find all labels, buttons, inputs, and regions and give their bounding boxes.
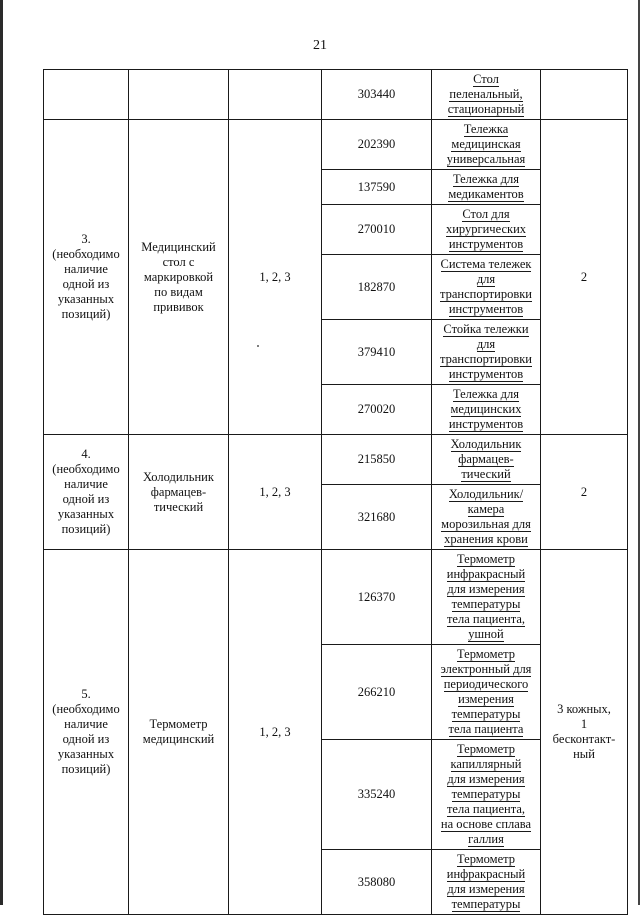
nomenclature-code-cell: 379410 <box>322 320 432 385</box>
nomenclature-name-cell <box>432 320 541 385</box>
quantity-cell <box>541 435 628 550</box>
item-name-line: Медицинский <box>141 239 216 254</box>
nomenclature-code-cell: 321680 <box>322 485 432 550</box>
nomenclature-name-line: камера <box>467 502 505 516</box>
item-number-line: указанных <box>57 747 115 761</box>
nomenclature-name-line: инструментов <box>448 302 524 316</box>
item-number-line: (необходимо <box>52 462 120 476</box>
nomenclature-name-cell <box>432 70 541 120</box>
nomenclature-name-line: для измерения <box>447 582 525 596</box>
quantity-line: 2 <box>580 484 588 499</box>
nomenclature-name-line: стационарный <box>447 102 525 116</box>
item-number-line: наличие <box>64 717 108 731</box>
nomenclature-name <box>440 647 532 737</box>
item-number-line: указанных <box>57 292 115 306</box>
nomenclature-name-line: температуры <box>451 707 521 721</box>
item-number-cell <box>44 70 129 120</box>
nomenclature-name-line: медицинских <box>450 402 522 416</box>
nomenclature-code-cell: 303440 <box>322 70 432 120</box>
item-number-line: одной из <box>62 277 110 291</box>
nomenclature-name-line: медикаментов <box>448 187 524 201</box>
nomenclature-name <box>440 172 532 202</box>
nomenclature-name <box>440 122 532 167</box>
quantity-cell <box>541 120 628 435</box>
nomenclature-name-line: хранения крови <box>444 532 528 546</box>
nomenclature-name-line: Термометр <box>456 552 515 566</box>
nomenclature-name-line: Тележка для <box>452 387 520 401</box>
item-number-line: 5. <box>81 687 91 701</box>
nomenclature-name-line: Стол для <box>462 207 510 221</box>
nomenclature-name-line: Тележка для <box>452 172 520 186</box>
nomenclature-name-line: для измерения <box>447 772 525 786</box>
item-name-line: тический <box>153 499 204 514</box>
item-number-line: одной из <box>62 732 110 746</box>
item-name-line: стол с <box>162 254 195 269</box>
item-name-line: Холодильник <box>143 469 214 484</box>
item-number-line: наличие <box>64 262 108 276</box>
table-row <box>44 550 628 645</box>
quantity-cell <box>541 70 628 120</box>
nomenclature-name <box>440 72 532 117</box>
item-number-cell <box>44 550 129 915</box>
nomenclature-name-line: Термометр <box>456 852 515 866</box>
nomenclature-name-line: температуры <box>451 897 521 911</box>
nomenclature-name <box>440 552 532 642</box>
nomenclature-code-cell: 126370 <box>322 550 432 645</box>
page-number: 21 <box>313 38 327 53</box>
nomenclature-code-cell: 358080 <box>322 850 432 915</box>
nomenclature-name-line: Термометр <box>456 742 515 756</box>
nomenclature-name-line: измерения <box>458 692 514 706</box>
quantity-line: 2 <box>580 269 588 284</box>
item-number-line: указанных <box>57 507 115 521</box>
item-name-line: медицинский <box>142 732 215 746</box>
nomenclature-code-cell: 202390 <box>322 120 432 170</box>
nomenclature-name-cell <box>432 120 541 170</box>
nomenclature-name-cell <box>432 485 541 550</box>
codes-cell: 1, 2, 3 <box>229 435 322 550</box>
scan-edge-left <box>0 0 3 905</box>
quantity-line: 1 <box>580 717 588 731</box>
nomenclature-name-cell <box>432 385 541 435</box>
nomenclature-name-line: фармацев- <box>458 452 514 466</box>
quantity-cell <box>541 550 628 915</box>
item-number-cell <box>44 435 129 550</box>
item-name-line: маркировкой <box>143 269 214 284</box>
nomenclature-name-line: для <box>476 337 496 351</box>
nomenclature-name-line: Холодильник/ <box>448 487 524 501</box>
nomenclature-name-cell <box>432 740 541 850</box>
nomenclature-name-cell <box>432 645 541 740</box>
nomenclature-name-line: на основе сплава <box>440 817 532 831</box>
nomenclature-name <box>440 207 532 252</box>
nomenclature-name-line: электронный для <box>440 662 532 676</box>
item-name-cell <box>129 70 229 120</box>
quantity-line: 3 кожных, <box>557 702 611 716</box>
nomenclature-name-line: хирургических <box>445 222 527 236</box>
item-name-line: фармацев- <box>150 484 207 499</box>
codes-cell: 1, 2, 3 <box>229 120 322 435</box>
nomenclature-name <box>440 852 532 912</box>
nomenclature-name-line: Тележка <box>463 122 509 136</box>
nomenclature-name-line: тела пациента, <box>446 612 526 626</box>
equipment-table <box>43 69 628 915</box>
nomenclature-name-line: инфракрасный <box>446 867 526 881</box>
nomenclature-name-line: периодического <box>443 677 529 691</box>
item-name-cell <box>129 550 229 915</box>
nomenclature-name-line: Система тележек <box>440 257 532 271</box>
nomenclature-code-cell: 335240 <box>322 740 432 850</box>
nomenclature-name-line: инструментов <box>448 237 524 251</box>
codes-cell: 1, 2, 3 <box>229 550 322 915</box>
nomenclature-name-line: тический <box>461 467 511 481</box>
nomenclature-name-line: для измерения <box>447 882 525 896</box>
nomenclature-name <box>440 257 532 317</box>
item-number-line: позиций) <box>61 522 111 536</box>
nomenclature-name-cell <box>432 435 541 485</box>
nomenclature-name <box>440 387 532 432</box>
item-number-line: (необходимо <box>52 247 120 261</box>
nomenclature-name-cell <box>432 170 541 205</box>
nomenclature-name-line: Термометр <box>456 647 515 661</box>
codes-cell <box>229 70 322 120</box>
scan-speck <box>257 345 259 347</box>
nomenclature-code-cell: 270020 <box>322 385 432 435</box>
nomenclature-name-line: Стойка тележки <box>443 322 529 336</box>
equipment-table-body <box>44 70 628 915</box>
nomenclature-name-line: Холодильник <box>450 437 522 451</box>
item-number-line: (необходимо <box>52 702 120 716</box>
nomenclature-name-line: пеленальный, <box>449 87 523 101</box>
nomenclature-name-line: для <box>476 272 496 286</box>
nomenclature-name-line: транспортировки <box>440 352 532 366</box>
nomenclature-code-cell: 182870 <box>322 255 432 320</box>
item-number-line: 3. <box>81 232 91 246</box>
nomenclature-name <box>440 322 532 382</box>
nomenclature-name-line: тела пациента <box>448 722 524 736</box>
item-number-line: одной из <box>62 492 110 506</box>
nomenclature-name-line: ушной <box>468 627 504 641</box>
nomenclature-name-line: универсальная <box>446 152 526 166</box>
nomenclature-code-cell: 270010 <box>322 205 432 255</box>
item-number-cell <box>44 120 129 435</box>
table-row <box>44 70 628 120</box>
nomenclature-name <box>440 437 532 482</box>
nomenclature-name-line: медицинская <box>451 137 521 151</box>
nomenclature-code-cell: 215850 <box>322 435 432 485</box>
item-number-line: 4. <box>81 447 91 461</box>
nomenclature-name <box>440 742 532 847</box>
quantity-line: ный <box>573 747 595 761</box>
item-name-line: Термометр <box>149 717 208 731</box>
nomenclature-name <box>440 487 532 547</box>
nomenclature-code-cell: 266210 <box>322 645 432 740</box>
nomenclature-name-line: инфракрасный <box>446 567 526 581</box>
item-name-line: по видам <box>154 284 203 299</box>
nomenclature-code-cell: 137590 <box>322 170 432 205</box>
item-number-line: позиций) <box>61 762 111 776</box>
nomenclature-name-line: инструментов <box>448 367 524 381</box>
nomenclature-name-line: Стол <box>473 72 499 86</box>
nomenclature-name-cell <box>432 205 541 255</box>
item-number-line: наличие <box>64 477 108 491</box>
nomenclature-name-cell <box>432 550 541 645</box>
nomenclature-name-line: температуры <box>451 597 521 611</box>
nomenclature-name-line: температуры <box>451 787 521 801</box>
nomenclature-name-cell <box>432 255 541 320</box>
nomenclature-name-line: капиллярный <box>450 757 522 771</box>
item-number-line: позиций) <box>61 307 111 321</box>
nomenclature-name-line: морозильная для <box>441 517 531 531</box>
item-name-line: прививок <box>153 299 204 314</box>
nomenclature-name-line: инструментов <box>448 417 524 431</box>
item-name-cell <box>129 435 229 550</box>
item-name-cell <box>129 120 229 435</box>
quantity-line: бесконтакт- <box>552 732 616 746</box>
table-row <box>44 120 628 170</box>
nomenclature-name-line: тела пациента, <box>446 802 526 816</box>
nomenclature-name-line: галлия <box>468 832 504 846</box>
table-row <box>44 435 628 485</box>
nomenclature-name-line: транспортировки <box>440 287 532 301</box>
